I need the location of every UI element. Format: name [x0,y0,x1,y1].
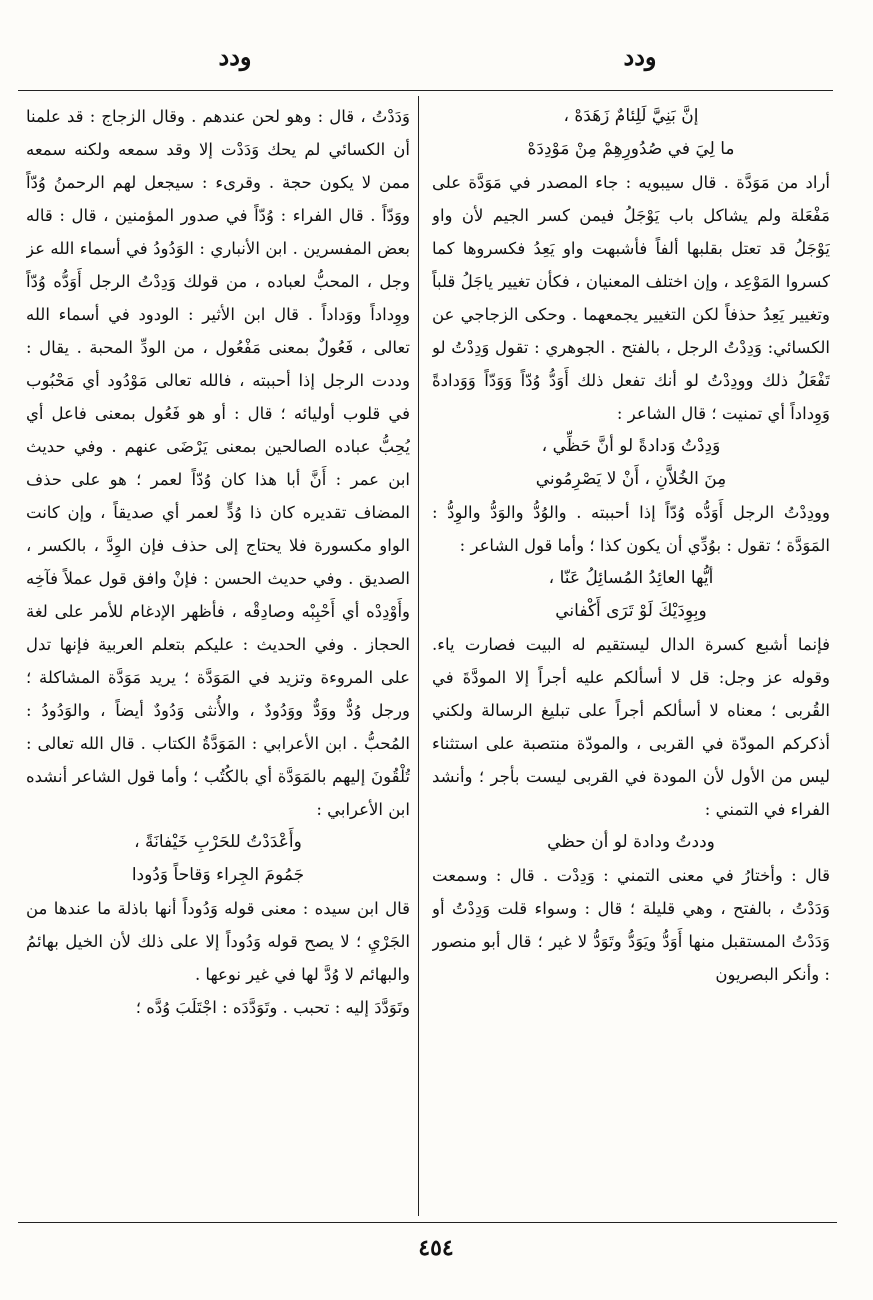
verse-line: وددتُ ودادة لو أن حظي [547,832,715,852]
verse-line: إنَّ بَنِيَّ لَلِئامٌ زَهَدَهْ ، [563,106,699,126]
header-root-word-right: ودد [623,42,657,71]
bottom-rule [18,1222,837,1223]
page-number: ٤٥٤ [418,1235,454,1261]
paragraph: أراد من مَوَدَّة . قال سيبويه : جاء المصدر في مَوَدَّة على مَفْعَلة ولم يشاكل باب يَوْجَلُ فيمن كسر الجيم لأن واو يَوْجَلُ قد تعتل بقلبها ألفاً فأشبهت واو يَعِدُ فكسروها كما كسروا المَوْعِد ، وإن اختلف المعنيان ، فكأن تغيير ياجَلُ قلباً وتغيير يَعِدُ حذفاً لكن التغيير يجمعهما . وحكى الزجاجي عن الكسائي: وَدِدْتُ الرجل ، بالفتح . الجوهري : تقول وَدِدْتُ لو تَفْعَلُ ذلك وودِدْتُ لو أنك تفعل ذلك أَوَدُّ وُدّاً وَوَدّاً وَوَدادةً وَوِداداً أي تمنيت ؛ قال الشاعر : [432,173,830,423]
paragraph: فإنما أشبع كسرة الدال ليستقيم له البيت فصارت ياء. وقوله عز وجل: قل لا أسألكم عليه أجراً إلا المودَّةَ في القُربى ؛ معناه لا أسألكم أجراً على تبليغ الرسالة ولكني أذكركم المودّة في القربى ، والمودّة منتصبة على استثناء ليس من الأول لأن المودة في القربى ليست بأجر ؛ وأنشد الفراء في التمني : [432,635,830,819]
verse-line: وأَعْدَدْتُ للحَرْبِ خَيْفانَةً ، [134,832,302,852]
paragraph: وودِدْتُ الرجل أَوَدُّه وُدّاً إذا أحببته . والوُدُّ والوَدُّ والوِدُّ : المَوَدَّة ؛ تقول : بوُدِّي أن يكون كذا ؛ وأما قول الشاعر : [432,503,830,555]
verse-line: جَمُومَ الجِراء وَقاحاً وَدُودا [131,865,305,885]
verse-line: وَدِدْتُ وَدادةً لو أنَّ حَظِّي ، [541,436,721,456]
top-rule [18,90,833,91]
right-column [432,100,830,1210]
header-root-word-left: ودد [218,42,252,71]
paragraph: قال : وأختارُ في معنى التمني : وَدِدْت . قال : وسمعت وَدَدْتُ ، بالفتح ، وهي قليلة ؛ قال : وسواء قلت وَدِدْتُ أو وَدَدْتُ المستقبل منها أَوَدُّ ويَوَدُّ وتَوَدُّ لا غير ؛ قال أبو منصور : وأنكر البصريون [432,866,830,984]
paragraph: وتَوَدَّدَ إليه : تحبب . وتَوَدَّدَه : اجْتَلَبَ وُدَّه ؛ [135,998,410,1017]
verse-line: مِنَ الخُلاَّنِ ، أَنْ لا يَصْرِمُوني [535,469,727,489]
verse-line: أيُّها العائِدُ المُسائِلُ عَنّا ، [548,568,714,588]
verse-line: وبِوِدَيْكَ لَوْ تَرَى أَكْفاني [555,601,707,621]
column-divider [418,96,419,1216]
left-column [26,100,410,1210]
verse-line: ما لِيَ في صُدُورِهِمْ مِنْ مَوْدِدَهْ [527,139,735,159]
paragraph: قال ابن سيده : معنى قوله وَدُوداً أنها باذلة ما عندها من الجَرْيِ ؛ لا يصح قوله وَدُوداً إلا على ذلك لأن الخيل بهائمُ والبهائم لا وُدَّ لها في غير نوعها . [26,899,410,984]
paragraph: وَدَدْتُ ، قال : وهو لحن عندهم . وقال الزجاج : قد علمنا أن الكسائي لم يحك وَدَدْت إلا وقد سمعه ولكنه سمعه ممن لا يكون حجة . وقرىء : سيجعل لهم الرحمنُ وُدّاً ووَدّاً . قال الفراء : وُدّاً في صدور المؤمنين ، قال : قاله بعض المفسرين . ابن الأنباري : الوَدُودُ في أسماء الله عز وجل ، المحبُّ لعباده ، من قولك وَدِدْتُ الرجل أَوَدُّه وُدّاً ووِداداً ووَداداً . قال ابن الأثير : الودود في أسماء الله تعالى ، فَعُولٌ بمعنى مَفْعُول ، من الودِّ المحبة . يقال : وددت الرجل إذا أحببته ، فالله تعالى مَوْدُود أي مَحْبُوب في قلوب أوليائه ؛ قال : أو هو فَعُول بمعنى فاعل أي يُحِبُّ عباده الصالحين بمعنى يَرْضَى عنهم . وفي حديث ابن عمر : أَنَّ أبا هذا كان وُدّاً لعمر ؛ هو على حذف المضاف تقديره كان ذا وُدٍّ لعمر أي صديقاً ، وإن كانت الواو مكسورة فلا يحتاج إلى حذف فإن الوِدَّ ، بالكسر ، الصديق . وفي حديث الحسن : فإنْ وافق قول عملاً فآخِه وأَوْدِدْه أي أَحْبِبْه وصادِقْه ، فأظهر الإدغام للأمر على لغة الحجاز . وفي الحديث : عليكم بتعلم العربية فإنها تدل على المروءة وتزيد في المَوَدَّة ؛ يريد مَوَدَّة المشاكلة ؛ ورجل وُدٌّ ووَدٌّ ووَدُودٌ ، والأُنثى وَدُودٌ أيضاً ، والوَدُودُ : المُحبُّ . ابن الأعرابي : المَوَدَّةُ الكتاب . قال الله تعالى : تُلْقُونَ إليهم بالمَوَدَّة أي بالكُتُب ؛ وأما قول الشاعر أنشده ابن الأعرابي : [26,107,410,819]
